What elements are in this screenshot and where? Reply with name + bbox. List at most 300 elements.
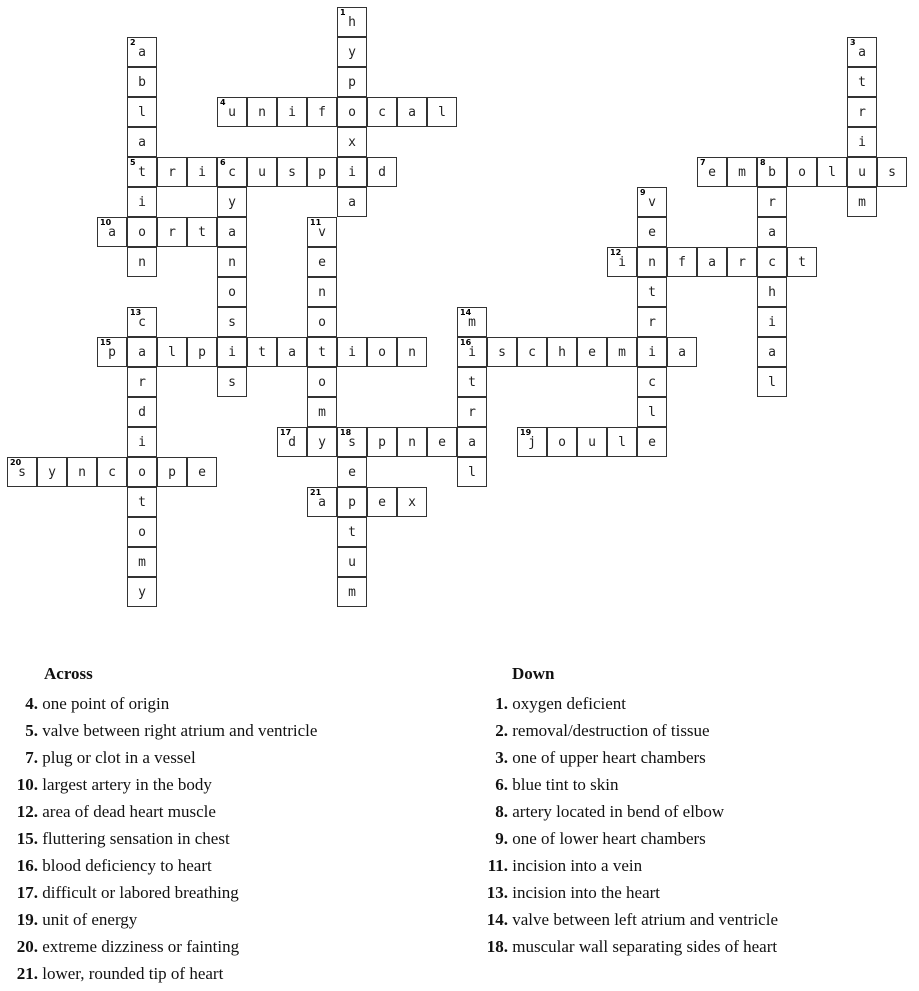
grid-cell[interactable] [247,157,277,187]
clue-number: 1. [495,694,508,713]
cell-letter: p [198,344,206,360]
clue-text: incision into the heart [512,883,661,902]
grid-cell[interactable] [217,277,247,307]
grid-cell[interactable] [427,97,457,127]
cell-letter: s [18,464,26,480]
grid-cell[interactable] [127,517,157,547]
cell-letter: a [768,224,776,240]
cell-letter: m [738,164,746,180]
grid-cell[interactable] [337,427,367,457]
grid-cell[interactable] [277,97,307,127]
cell-letter: r [768,194,776,210]
cell-letter: c [378,104,386,120]
grid-cell[interactable] [307,247,337,277]
grid-cell[interactable] [187,457,217,487]
grid-cell[interactable] [217,367,247,397]
clue-text: blood deficiency to heart [42,856,212,875]
cell-letter: u [258,164,266,180]
cell-letter: a [138,44,146,60]
across-clue [0,906,317,933]
grid-cell[interactable] [817,157,847,187]
grid-cell[interactable] [307,307,337,337]
grid-cell[interactable] [367,97,397,127]
grid-cell[interactable] [757,277,787,307]
grid-cell[interactable] [217,247,247,277]
clue-number: 21. [16,964,38,983]
grid-cell[interactable] [517,427,547,457]
cell-letter: t [348,524,356,540]
cell-letter: v [648,194,656,210]
grid-cell[interactable] [847,67,877,97]
grid-cell[interactable] [127,577,157,607]
grid-cell[interactable] [247,97,277,127]
grid-cell[interactable] [757,337,787,367]
grid-cell[interactable] [157,457,187,487]
grid-cell[interactable] [337,517,367,547]
down-clue [460,933,778,960]
grid-cell[interactable] [307,487,337,517]
grid-cell[interactable] [367,487,397,517]
down-clue [460,879,778,906]
grid-cell[interactable] [397,427,427,457]
cell-number: 11 [310,218,322,227]
cell-letter: u [858,164,866,180]
cell-letter: l [768,374,776,390]
cell-letter: o [318,314,326,330]
grid-cell[interactable] [547,427,577,457]
clue-number: 14. [486,910,508,929]
cell-letter: i [768,314,776,330]
grid-cell[interactable] [97,217,127,247]
cell-letter: c [138,314,146,330]
grid-cell[interactable] [157,157,187,187]
cell-letter: i [348,344,356,360]
cell-letter: t [198,224,206,240]
grid-cell[interactable] [337,487,367,517]
grid-cell[interactable] [307,397,337,427]
down-clue [460,771,778,798]
cell-letter: f [318,104,326,120]
grid-cell[interactable] [397,97,427,127]
cell-letter: n [258,104,266,120]
cell-letter: e [648,224,656,240]
grid-cell[interactable] [157,337,187,367]
grid-cell[interactable] [757,247,787,277]
grid-cell[interactable] [217,97,247,127]
cell-letter: i [468,344,476,360]
clue-text: valve between left atrium and ventricle [512,910,778,929]
cell-letter: p [168,464,176,480]
down-clue [460,798,778,825]
cell-letter: r [648,314,656,330]
grid-cell[interactable] [367,157,397,187]
grid-cell[interactable] [247,337,277,367]
cell-letter: s [228,314,236,330]
grid-cell[interactable] [67,457,97,487]
cell-number: 20 [10,458,22,467]
grid-cell[interactable] [757,157,787,187]
grid-cell[interactable] [637,397,667,427]
grid-cell[interactable] [457,397,487,427]
grid-cell[interactable] [217,187,247,217]
cell-number: 19 [520,428,532,437]
grid-cell[interactable] [277,157,307,187]
clue-number: 3. [495,748,508,767]
grid-cell[interactable] [457,337,487,367]
cell-letter: y [348,44,356,60]
cell-letter: x [408,494,416,510]
clue-text: largest artery in the body [42,775,212,794]
cell-letter: e [588,344,596,360]
down-clue [460,825,778,852]
cell-letter: h [558,344,566,360]
grid-cell[interactable] [337,37,367,67]
cell-letter: p [348,74,356,90]
cell-letter: y [318,434,326,450]
cell-letter: n [408,344,416,360]
cell-letter: s [498,344,506,360]
clue-text: fluttering sensation in chest [42,829,230,848]
cell-letter: p [318,164,326,180]
grid-cell[interactable] [727,247,757,277]
clue-number: 6. [495,775,508,794]
grid-cell[interactable] [187,157,217,187]
cell-letter: l [168,344,176,360]
grid-cell[interactable] [637,427,667,457]
grid-cell[interactable] [127,247,157,277]
clue-text: removal/destruction of tissue [512,721,710,740]
grid-cell[interactable] [127,307,157,337]
grid-cell[interactable] [577,427,607,457]
cell-number: 2 [130,38,136,47]
grid-cell[interactable] [637,367,667,397]
clue-text: blue tint to skin [512,775,619,794]
grid-cell[interactable] [127,427,157,457]
cell-letter: d [378,164,386,180]
cell-letter: m [618,344,626,360]
clue-text: muscular wall separating sides of heart [512,937,778,956]
grid-cell[interactable] [127,547,157,577]
cell-letter: i [288,104,296,120]
cell-number: 17 [280,428,292,437]
grid-cell[interactable] [217,307,247,337]
grid-cell[interactable] [337,457,367,487]
grid-cell[interactable] [307,427,337,457]
grid-cell[interactable] [457,367,487,397]
grid-cell[interactable] [787,157,817,187]
grid-cell[interactable] [337,577,367,607]
across-clue [0,879,317,906]
grid-cell[interactable] [697,247,727,277]
grid-cell[interactable] [637,187,667,217]
cell-letter: m [348,584,356,600]
cell-letter: n [228,254,236,270]
cell-number: 9 [640,188,646,197]
grid-cell[interactable] [127,37,157,67]
cell-letter: i [648,344,656,360]
grid-cell[interactable] [877,157,907,187]
grid-cell[interactable] [607,427,637,457]
cell-letter: b [138,74,146,90]
grid-cell[interactable] [127,367,157,397]
grid-cell[interactable] [307,337,337,367]
grid-cell[interactable] [607,337,637,367]
grid-cell[interactable] [7,457,37,487]
cell-number: 16 [460,338,472,347]
cell-letter: r [168,224,176,240]
grid-cell[interactable] [307,217,337,247]
cell-letter: u [228,104,236,120]
clue-number: 13. [486,883,508,902]
grid-cell[interactable] [127,217,157,247]
grid-cell[interactable] [757,187,787,217]
down-clue [460,906,778,933]
cell-letter: b [768,164,776,180]
grid-cell[interactable] [637,307,667,337]
cell-letter: e [438,434,446,450]
grid-cell[interactable] [847,187,877,217]
cell-letter: a [678,344,686,360]
cell-letter: o [138,464,146,480]
cell-number: 10 [100,218,112,227]
cell-letter: n [318,284,326,300]
across-clue [0,825,317,852]
cell-letter: t [798,254,806,270]
grid-cell[interactable] [337,157,367,187]
cell-letter: u [348,554,356,570]
grid-cell[interactable] [517,337,547,367]
cell-letter: m [858,194,866,210]
grid-cell[interactable] [667,337,697,367]
cell-letter: c [108,464,116,480]
cell-number: 15 [100,338,112,347]
cell-letter: o [798,164,806,180]
clue-text: one point of origin [42,694,170,713]
cell-letter: m [468,314,476,330]
grid-cell[interactable] [607,247,637,277]
across-clue [0,852,317,879]
cell-letter: s [348,434,356,450]
grid-cell[interactable] [337,7,367,37]
across-clue [0,960,317,987]
grid-cell[interactable] [127,97,157,127]
grid-cell[interactable] [637,217,667,247]
across-clue [0,690,317,717]
grid-cell[interactable] [727,157,757,187]
clue-text: one of lower heart chambers [512,829,706,848]
clue-text: area of dead heart muscle [42,802,216,821]
grid-cell[interactable] [337,127,367,157]
clue-text: lower, rounded tip of heart [42,964,224,983]
grid-cell[interactable] [37,457,67,487]
cell-number: 8 [760,158,766,167]
cell-letter: o [348,104,356,120]
cell-number: 1 [340,8,346,17]
cell-letter: e [198,464,206,480]
grid-cell[interactable] [127,457,157,487]
grid-cell[interactable] [367,427,397,457]
cell-letter: c [768,254,776,270]
grid-cell[interactable] [337,337,367,367]
grid-cell[interactable] [847,37,877,67]
cell-letter: a [138,344,146,360]
clue-number: 19. [16,910,38,929]
grid-cell[interactable] [127,397,157,427]
grid-cell[interactable] [427,427,457,457]
clue-number: 4. [25,694,38,713]
grid-cell[interactable] [637,247,667,277]
grid-cell[interactable] [127,67,157,97]
cell-letter: e [318,254,326,270]
cell-letter: e [348,464,356,480]
cell-letter: u [588,434,596,450]
grid-cell[interactable] [187,217,217,247]
cell-letter: l [438,104,446,120]
grid-cell[interactable] [637,337,667,367]
grid-cell[interactable] [787,247,817,277]
cell-letter: j [528,434,536,450]
grid-cell[interactable] [277,427,307,457]
cell-letter: i [138,434,146,450]
grid-cell[interactable] [757,367,787,397]
clue-text: incision into a vein [512,856,643,875]
grid-cell[interactable] [307,97,337,127]
grid-cell[interactable] [127,337,157,367]
clue-number: 10. [16,775,38,794]
cell-letter: o [318,374,326,390]
cell-letter: o [138,524,146,540]
clue-number: 20. [16,937,38,956]
cell-letter: e [648,434,656,450]
grid-cell[interactable] [457,457,487,487]
cell-letter: l [468,464,476,480]
cell-letter: a [108,224,116,240]
grid-cell[interactable] [667,247,697,277]
grid-cell[interactable] [97,337,127,367]
grid-cell[interactable] [337,67,367,97]
cell-number: 4 [220,98,226,107]
cell-letter: s [288,164,296,180]
cell-letter: r [168,164,176,180]
cell-letter: t [648,284,656,300]
clue-number: 8. [495,802,508,821]
cell-letter: r [468,404,476,420]
grid-cell[interactable] [847,157,877,187]
cell-letter: p [108,344,116,360]
cell-letter: i [228,344,236,360]
grid-cell[interactable] [217,157,247,187]
cell-number: 13 [130,308,142,317]
cell-letter: i [858,134,866,150]
clue-text: oxygen deficient [512,694,627,713]
cell-letter: c [648,374,656,390]
grid-cell[interactable] [217,217,247,247]
cell-letter: t [318,344,326,360]
grid-cell[interactable] [757,217,787,247]
grid-cell[interactable] [127,157,157,187]
cell-letter: d [138,404,146,420]
cell-letter: a [468,434,476,450]
grid-cell[interactable] [367,337,397,367]
cell-number: 14 [460,308,472,317]
cell-letter: y [228,194,236,210]
cell-letter: e [378,494,386,510]
down-clue [460,744,778,771]
grid-cell[interactable] [547,337,577,367]
grid-cell[interactable] [187,337,217,367]
grid-cell[interactable] [457,427,487,457]
grid-cell[interactable] [277,337,307,367]
grid-cell[interactable] [307,157,337,187]
grid-cell[interactable] [217,337,247,367]
cell-letter: o [558,434,566,450]
clue-text: extreme dizziness or fainting [42,937,240,956]
grid-cell[interactable] [637,277,667,307]
grid-cell[interactable] [307,367,337,397]
grid-cell[interactable] [127,127,157,157]
grid-cell[interactable] [457,307,487,337]
cell-number: 7 [700,158,706,167]
cell-number: 12 [610,248,622,257]
cell-letter: o [378,344,386,360]
grid-cell[interactable] [577,337,607,367]
grid-cell[interactable] [97,457,127,487]
cell-letter: c [228,164,236,180]
grid-cell[interactable] [337,547,367,577]
grid-cell[interactable] [127,187,157,217]
grid-cell[interactable] [157,217,187,247]
clue-number: 5. [25,721,38,740]
cell-letter: i [618,254,626,270]
grid-cell[interactable] [397,487,427,517]
cell-letter: a [408,104,416,120]
cell-letter: a [708,254,716,270]
down-clue [460,690,778,717]
clue-number: 17. [16,883,38,902]
clue-text: difficult or labored breathing [42,883,239,902]
across-heading: Across [44,664,93,683]
grid-cell[interactable] [337,97,367,127]
clue-number: 7. [25,748,38,767]
cell-letter: n [408,434,416,450]
grid-cell[interactable] [307,277,337,307]
grid-cell[interactable] [847,127,877,157]
cell-number: 21 [310,488,322,497]
clue-number: 18. [486,937,508,956]
clue-text: valve between right atrium and ventricle [42,721,318,740]
grid-cell[interactable] [847,97,877,127]
cell-letter: s [888,164,896,180]
cell-letter: a [288,344,296,360]
cell-letter: m [318,404,326,420]
grid-cell[interactable] [757,307,787,337]
cell-letter: r [858,104,866,120]
cell-letter: s [228,374,236,390]
cell-letter: a [318,494,326,510]
cell-letter: y [138,584,146,600]
cell-letter: a [858,44,866,60]
cell-letter: n [78,464,86,480]
grid-cell[interactable] [127,487,157,517]
grid-cell[interactable] [697,157,727,187]
cell-letter: f [678,254,686,270]
grid-cell[interactable] [397,337,427,367]
grid-cell[interactable] [337,187,367,217]
across-clue [0,771,317,798]
clue-number: 9. [495,829,508,848]
grid-cell[interactable] [487,337,517,367]
cell-letter: t [858,74,866,90]
